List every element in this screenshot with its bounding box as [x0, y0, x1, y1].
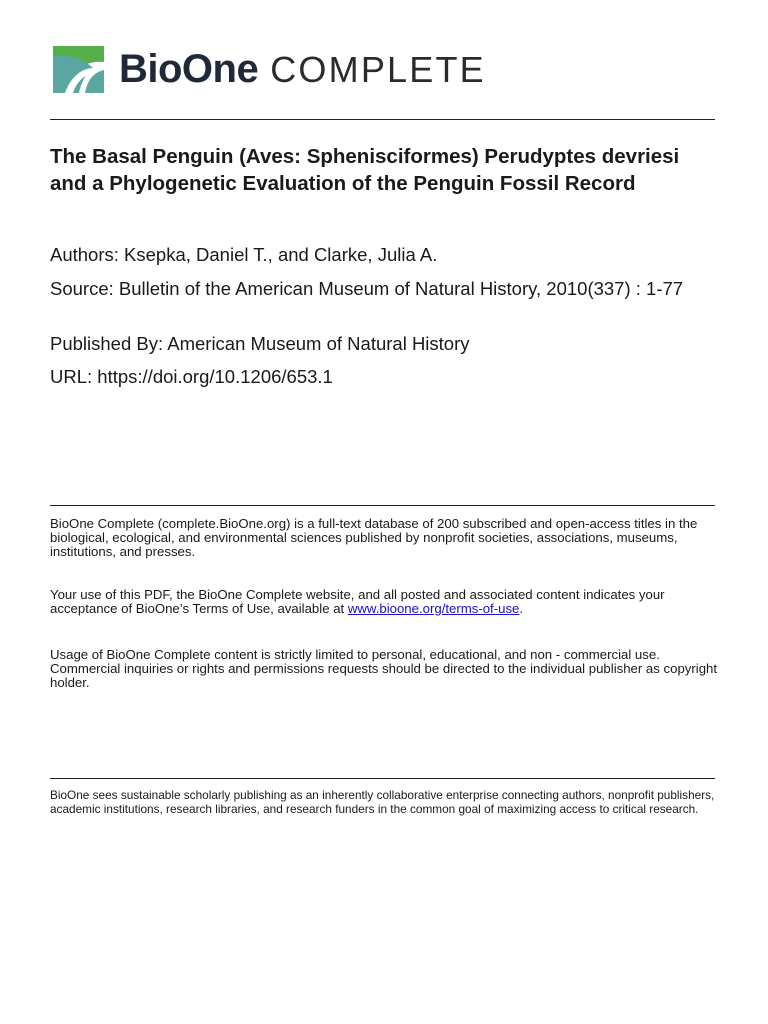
article-url: URL: https://doi.org/10.1206/653.1 [50, 366, 333, 387]
article-source: Source: Bulletin of the American Museum of Natural History, 2010(337) : 1-77 [50, 278, 684, 299]
terms-notice-text: Your use of this PDF, the BioOne Complete website, and all posted and associated content indicates your acceptance of BioOne’s Terms of Use, available at [50, 587, 665, 616]
mission-statement: BioOne sees sustainable scholarly publishing as an inherently collaborative enterprise connecting authors, nonprofit publishers, academic institutions, research libraries, and research funders in the common goal of maximizing access to critical research. [50, 788, 715, 816]
article-publisher: Published By: American Museum of Natural History [50, 333, 470, 354]
article-title: The Basal Penguin (Aves: Sphenisciformes) Perudyptes devriesi and a Phylogenetic Evaluation of the Penguin Fossil Record [50, 145, 680, 195]
terms-of-use-link[interactable]: www.bioone.org/terms-of-use [347, 601, 520, 616]
bioone-logo [53, 44, 486, 94]
terms-notice [50, 588, 720, 616]
footer-divider [50, 778, 715, 779]
notice-divider [50, 505, 715, 506]
terms-notice-end: . [519, 601, 524, 616]
about-notice: BioOne Complete (complete.BioOne.org) is a full-text database of 200 subscribed and open-access titles in the biological, ecological, and environmental sciences published by nonprofit societies, associations, museums, institutions, and presses. [50, 516, 698, 559]
bioone-leaf-logo-icon [53, 46, 104, 93]
logo-brand-light: COMPLETE [270, 49, 486, 90]
logo-wordmark [119, 49, 486, 89]
usage-notice: Usage of BioOne Complete content is strictly limited to personal, educational, and non - commercial use. Commercial inquiries or rights and permissions requests should be directed to the individual publisher as copyright holder. [50, 647, 718, 690]
logo-brand-bold: BioOne [119, 47, 259, 91]
header-divider [50, 119, 715, 120]
article-authors: Authors: Ksepka, Daniel T., and Clarke, Julia A. [50, 244, 438, 265]
